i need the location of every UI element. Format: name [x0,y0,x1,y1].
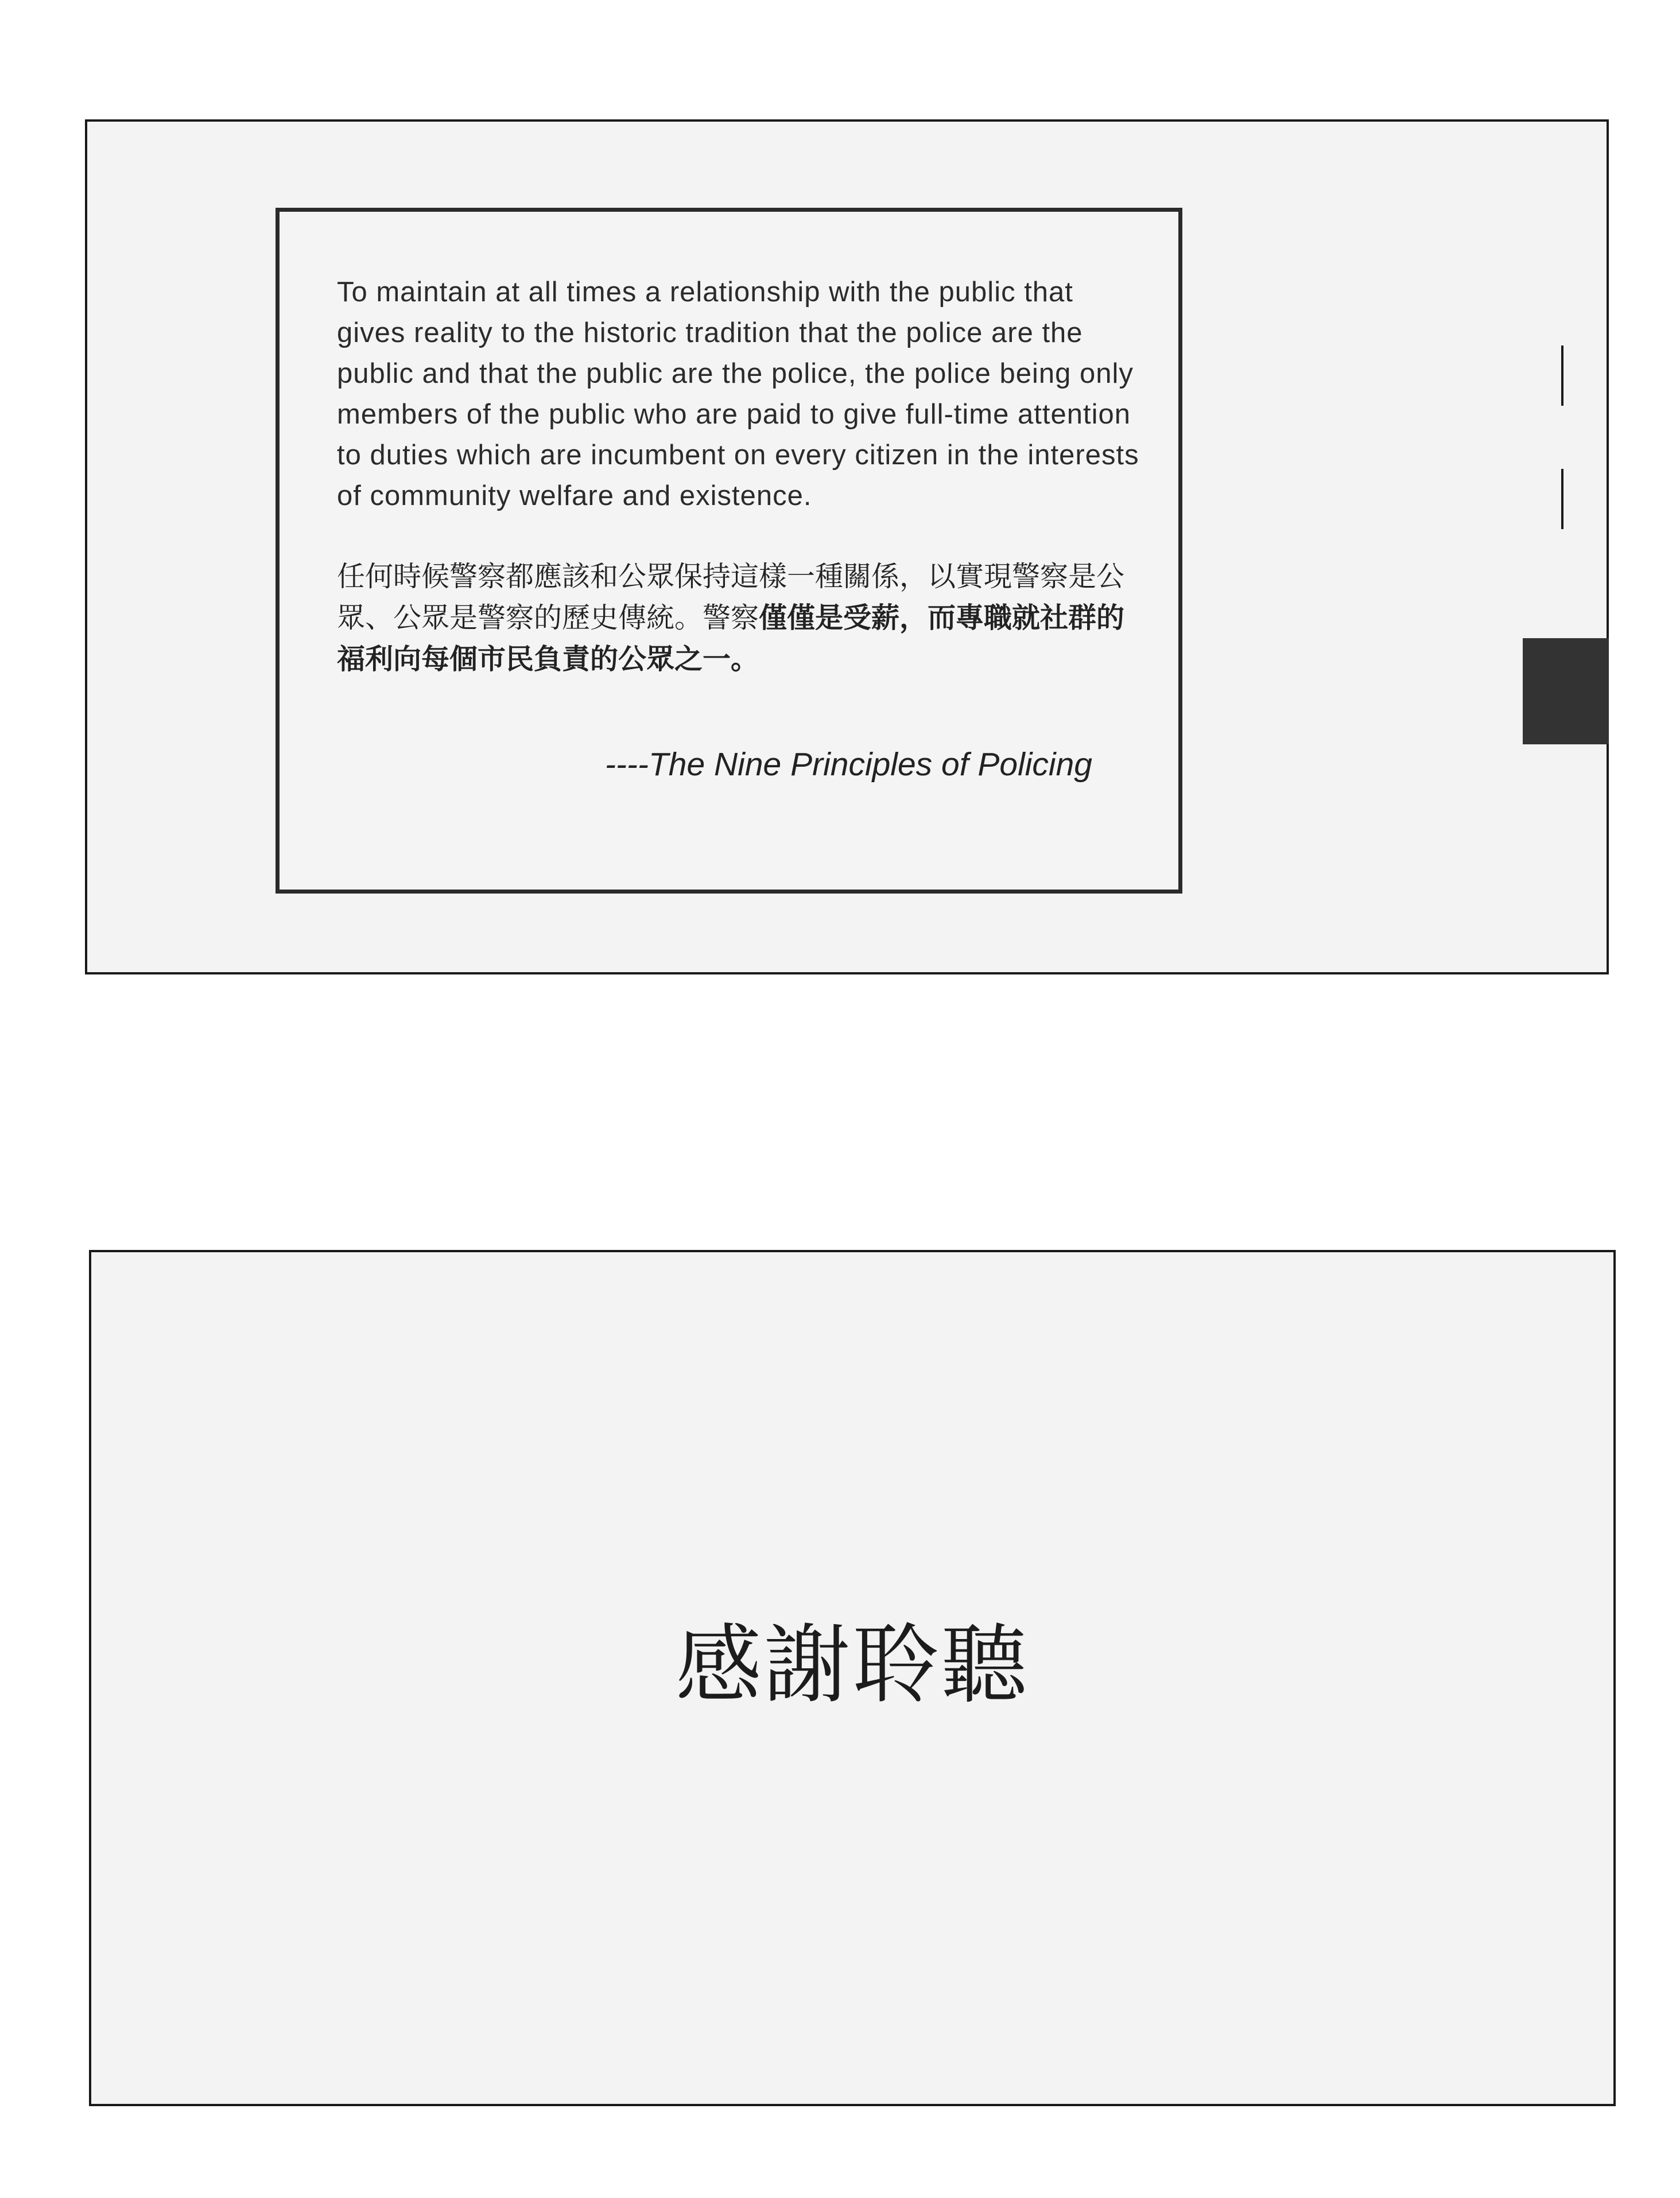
quote-chinese [337,556,1140,680]
thanks-title: 感謝聆聽 [675,1616,1029,1715]
side-dark-tab [1523,638,1609,744]
quote-chinese-bold: 僅僅是受薪，而專職就社群的福利向每個市民負責的公眾之一。 [337,601,1125,675]
quote-box [276,208,1182,894]
slide-thanks [89,1250,1616,2106]
quote-english: To maintain at all times a relationship with the public that gives reality to the historic tradition that the police are the public and that the public are the police, the police being only members of the public who are paid to give full-time attention to duties which are incumbent on every citizen in the interests of community welfare and existence. [337,277,1139,511]
slide-quote [85,119,1609,974]
quote-attribution: ----The Nine Principles of Policing [605,746,1092,783]
side-mark-upper [1561,345,1563,406]
quote-chinese-regular: 任何時候警察都應該和公眾保持這樣一種關係，以實現警察是公眾、公眾是警察的歷史傳統。警察 [337,560,1125,634]
side-mark-lower [1561,469,1563,529]
